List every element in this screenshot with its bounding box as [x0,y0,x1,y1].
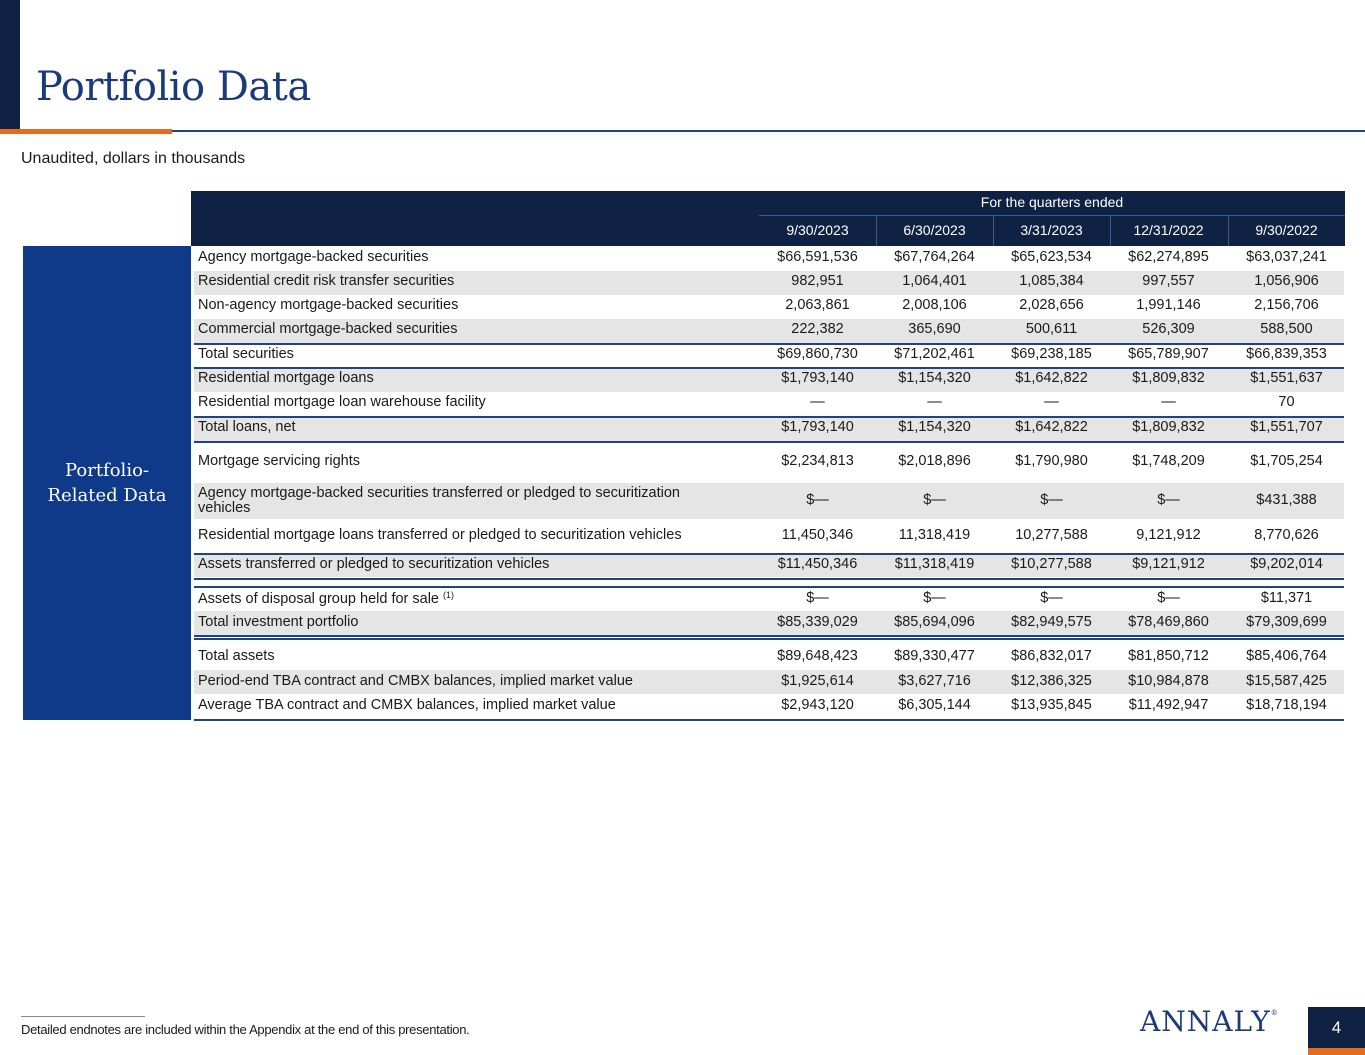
table-cell: $1,809,832 [1132,419,1205,435]
table-cell: 982,951 [791,273,844,289]
row-label [198,370,758,386]
row-label-text: Total investment portfolio [198,614,359,630]
table-cell: 70 [1278,394,1295,410]
logo-text: ANNALY [1140,1005,1271,1038]
table-cell: $— [806,590,829,606]
row-divider [194,441,1344,443]
table-cell: $1,809,832 [1132,370,1205,386]
column-header-divider [876,216,877,246]
table-cell: — [810,394,825,410]
table-cell: $— [1157,590,1180,606]
table-cell: $66,591,536 [777,249,858,265]
table-row [194,483,1344,519]
table-cell: 11,450,346 [781,527,854,543]
table-cell: $1,925,614 [781,673,854,689]
table-cell: $65,623,534 [1011,249,1092,265]
row-label-text: Mortgage servicing rights [198,453,360,469]
row-label-text: Assets transferred or pledged to securitization vehicles [198,556,550,572]
table-cell: 526,309 [1142,321,1195,337]
table-row [194,443,1344,483]
footnote: Detailed endnotes are included within the Appendix at the end of this presentation. [21,1022,470,1037]
table-cell: $1,705,254 [1250,453,1323,469]
table-cell: $18,718,194 [1246,697,1327,713]
table-cell: $78,469,860 [1128,614,1209,630]
row-label [198,321,758,337]
column-header: 9/30/2022 [1255,222,1318,238]
table-cell: $6,305,144 [898,697,971,713]
table-row [194,553,1344,577]
row-label-text: Commercial mortgage-backed securities [198,321,458,337]
title-rule-accent [0,129,172,134]
table-cell: $11,450,346 [777,556,858,572]
table-cell: $1,642,822 [1015,370,1088,386]
row-label-text: Total loans, net [198,419,296,435]
table-cell: $65,789,907 [1128,346,1209,362]
table-cell: $86,832,017 [1011,648,1092,664]
footnote-rule [21,1016,145,1017]
table-cell: $1,793,140 [781,419,854,435]
page-subtitle: Unaudited, dollars in thousands [21,150,246,167]
table-cell: 1,056,906 [1254,273,1319,289]
row-label [198,486,718,516]
table-cell: — [1044,394,1059,410]
table-cell: $85,406,764 [1246,648,1327,664]
table-cell: $71,202,461 [894,346,975,362]
row-label-text: Residential credit risk transfer securities [198,273,455,289]
title-rule [0,130,1365,132]
table-cell: $1,642,822 [1015,419,1088,435]
table-row [194,344,1344,368]
page-number-accent [1308,1048,1365,1055]
column-header: 3/31/2023 [1020,222,1083,238]
table-cell: $67,764,264 [894,249,975,265]
row-divider [194,586,1344,588]
row-label-text: Residential mortgage loan warehouse facility [198,394,486,410]
page-title: Portfolio Data [36,64,311,110]
table-cell: $2,234,813 [781,453,854,469]
table-row [194,611,1344,635]
column-header-divider [1110,216,1111,246]
table-cell: $89,330,477 [894,648,975,664]
table-row [194,670,1344,694]
table-cell: $62,274,895 [1128,249,1209,265]
row-label [198,648,758,664]
table-cell: $— [923,590,946,606]
row-label [198,453,758,469]
table-cell: $10,277,588 [1011,556,1092,572]
row-divider [194,635,1344,637]
table-cell: $81,850,712 [1128,648,1209,664]
table-cell: 2,156,706 [1254,297,1319,313]
table-cell: $1,551,637 [1250,370,1323,386]
table-cell: 1,991,146 [1136,297,1201,313]
table-row [194,295,1344,319]
table-cell: 365,690 [908,321,961,337]
table-row [194,587,1344,611]
table-cell: $85,694,096 [894,614,975,630]
table-cell: 11,318,419 [898,527,971,543]
row-divider [194,638,1344,640]
row-divider [194,343,1344,345]
table-cell: 588,500 [1260,321,1313,337]
table-cell: $66,839,353 [1246,346,1327,362]
row-label-text: Assets of disposal group held for sale [198,591,439,607]
table-cell: $— [806,492,829,508]
table-cell: $2,943,120 [781,697,854,713]
table-cell: 1,064,401 [902,273,967,289]
table-cell: $63,037,241 [1246,249,1327,265]
table-cell: 500,611 [1025,321,1078,337]
row-divider [194,578,1344,580]
company-logo [1140,1005,1279,1038]
table-row [194,694,1344,718]
table-cell: 9,121,912 [1136,527,1201,543]
row-label-text: Agency mortgage-backed securities [198,249,429,265]
table-row [194,645,1344,669]
table-cell: $15,587,425 [1246,673,1327,689]
table-cell: $1,551,707 [1250,419,1323,435]
table-cell: 1,085,384 [1019,273,1084,289]
table-cell: $— [1040,492,1063,508]
row-divider [194,553,1344,555]
row-group-label [23,246,191,720]
row-group-label-text: Portfolio-Related Data [47,460,167,506]
table-cell: $11,492,947 [1128,697,1209,713]
table-row [194,319,1344,343]
row-label [198,590,758,607]
table-cell: $9,202,014 [1250,556,1323,572]
table-cell: $11,371 [1260,590,1313,606]
table-cell: $— [923,492,946,508]
table-row [194,519,1344,553]
column-header: 6/30/2023 [903,222,966,238]
table-cell: $431,388 [1256,492,1317,508]
table-cell: $69,860,730 [777,346,858,362]
table-row [194,368,1344,392]
column-header: 9/30/2023 [786,222,849,238]
column-header-divider [1228,216,1229,246]
row-label-text: Residential mortgage loans transferred or pledged to securitization vehicles [198,527,682,543]
left-accent-bar [0,0,20,131]
table-cell: $1,790,980 [1015,453,1088,469]
table-cell: $9,121,912 [1132,556,1205,572]
table-row [194,417,1344,441]
row-divider [194,719,1344,721]
table-cell: $79,309,699 [1246,614,1327,630]
table-cell: 8,770,626 [1254,527,1319,543]
table-row [194,247,1344,271]
row-label [198,614,758,630]
row-divider [194,416,1344,418]
footnote-marker: (1) [443,590,455,600]
row-label [198,419,758,435]
column-group-header: For the quarters ended [980,194,1124,210]
row-label-text: Total securities [198,346,294,362]
table-cell: $13,935,845 [1011,697,1092,713]
row-label [198,527,758,543]
table-cell: — [1161,394,1176,410]
row-label [198,556,758,572]
row-label-text: Period-end TBA contract and CMBX balances, implied market value [198,673,633,689]
table-row [194,392,1344,416]
table-cell: $1,793,140 [781,370,854,386]
row-label-text: Agency mortgage-backed securities transferred or pledged to securitization vehicles [198,485,680,516]
table-cell: $1,748,209 [1132,453,1205,469]
row-label [198,273,758,289]
table-cell: $82,949,575 [1011,614,1092,630]
table-cell: 10,277,588 [1015,527,1088,543]
table-cell: $1,154,320 [898,419,971,435]
row-label-text: Residential mortgage loans [198,370,374,386]
table-cell: $1,154,320 [898,370,971,386]
table-cell: 222,382 [791,321,844,337]
row-label [198,697,758,713]
table-cell: $10,984,878 [1128,673,1209,689]
row-label [198,297,758,313]
row-label-text: Total assets [198,648,275,664]
table-row [194,271,1344,295]
column-header-divider [993,216,994,246]
row-label-text: Non-agency mortgage-backed securities [198,297,459,313]
table-cell: 2,008,106 [902,297,967,313]
table-cell: $85,339,029 [777,614,858,630]
table-cell: $3,627,716 [898,673,971,689]
table-cell: $12,386,325 [1011,673,1092,689]
table-cell: $2,018,896 [898,453,971,469]
row-label [198,346,758,362]
row-label [198,249,758,265]
table-cell: — [927,394,942,410]
row-divider [194,367,1344,369]
table-cell: $89,648,423 [777,648,858,664]
table-cell: $— [1040,590,1063,606]
logo-registered-mark: ® [1270,1009,1279,1017]
row-label [198,673,758,689]
table-cell: 997,557 [1142,273,1195,289]
column-header: 12/31/2022 [1133,222,1204,238]
page-number: 4 [1308,1007,1365,1048]
table-cell: $— [1157,492,1180,508]
row-label-text: Average TBA contract and CMBX balances, implied market value [198,697,616,713]
table-cell: 2,028,656 [1019,297,1084,313]
table-cell: $11,318,419 [894,556,975,572]
table-cell: 2,063,861 [785,297,850,313]
row-label [198,394,758,410]
table-cell: $69,238,185 [1011,346,1092,362]
